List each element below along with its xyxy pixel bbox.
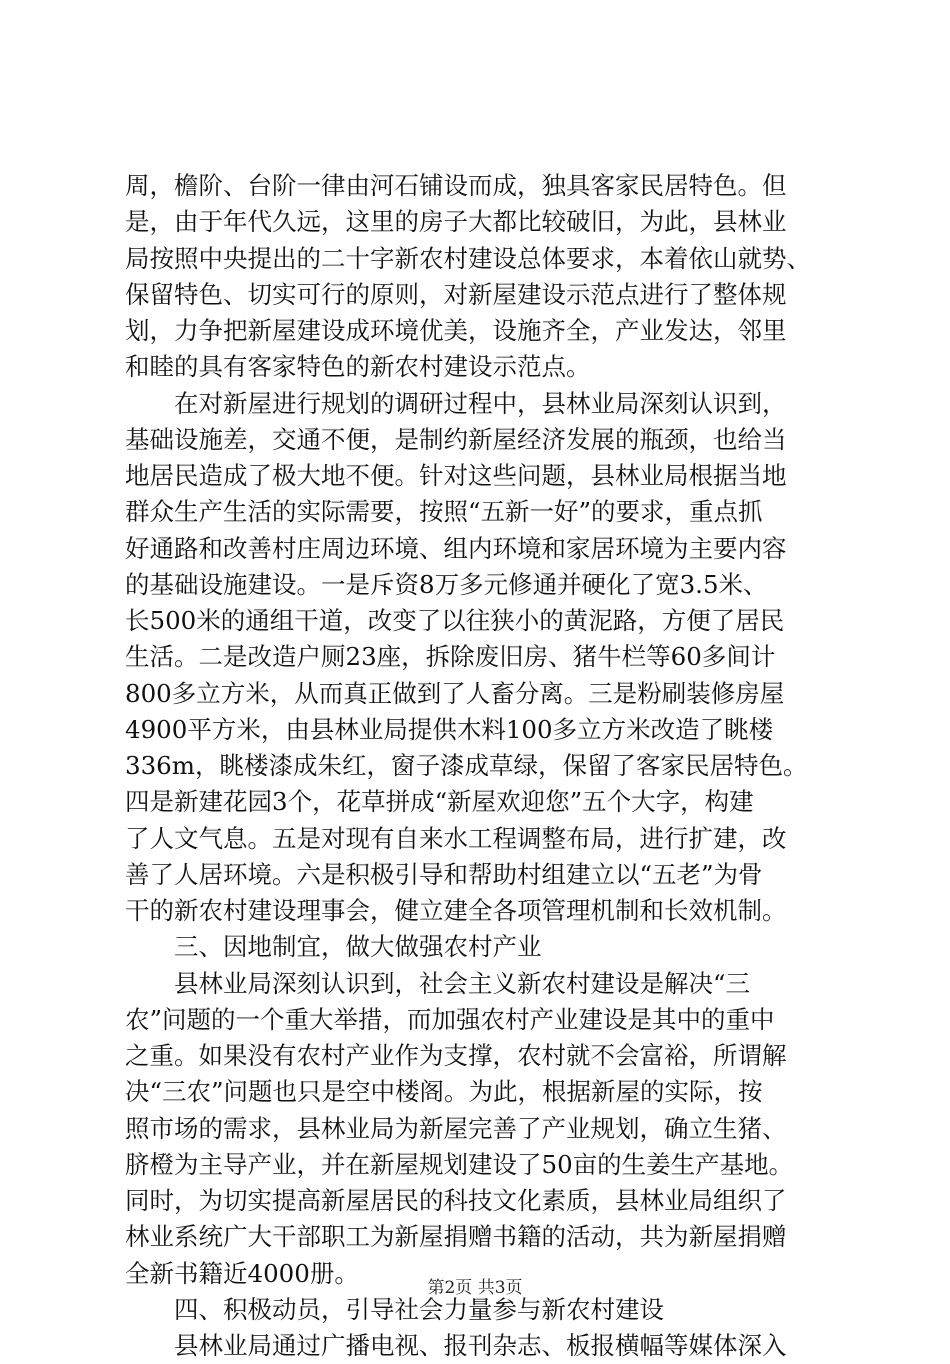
text-line: 4900平方米，由县林业局提供木料100多立方米改造了眺楼 (125, 714, 774, 744)
text-line: 和睦的具有客家特色的新农村建设示范点。 (125, 352, 591, 382)
text-line: 群众生产生活的实际需要，按照“五新一好”的要求，重点抓 (125, 497, 763, 527)
text-line: 脐橙为主导产业，并在新屋规划建设了50亩的生姜生产基地。 (125, 1149, 794, 1179)
text-line: 决“三农”问题也只是空中楼阁。为此，根据新屋的实际，按 (125, 1077, 763, 1107)
text-line: 基础设施差，交通不便，是制约新屋经济发展的瓶颈，也给当 (125, 424, 787, 454)
text-line: 保留特色、切实可行的原则，对新屋建设示范点进行了整体规 (125, 279, 787, 309)
text-line: 林业系统广大干部职工为新屋捐赠书籍的活动，共为新屋捐赠 (125, 1222, 787, 1252)
text-line: 生活。二是改造户厕23座，拆除废旧房、猪牛栏等60多间计 (125, 642, 776, 672)
text-line: 336m，眺楼漆成朱红，窗子漆成草绿，保留了客家民居特色。 (125, 751, 808, 780)
text-line: 划，力争把新屋建设成环境优美，设施齐全，产业发达，邻里 (125, 316, 787, 345)
text-line: 三、因地制宜，做大做强农村产业 (125, 932, 542, 962)
text-line: 县林业局通过广播电视、报刊杂志、板报横幅等媒体深入 (125, 1331, 787, 1360)
text-line: 干的新农村建设理事会，健立建全各项管理机制和长效机制。 (125, 896, 787, 925)
text-line: 是，由于年代久远，这里的房子大都比较破旧，为此，县林业 (125, 207, 787, 237)
text-line: 局按照中央提出的二十字新农村建设总体要求，本着依山就势、 (125, 243, 811, 273)
text-line: 照市场的需求，县林业局为新屋完善了产业规划，确立生猪、 (125, 1113, 787, 1143)
text-line: 的基础设施建设。一是斥资8万多元修通并硬化了宽3.5米、 (125, 569, 768, 599)
text-line: 了人文气息。五是对现有自来水工程调整布局，进行扩建，改 (125, 823, 787, 853)
text-line: 好通路和改善村庄周边环境、组内环境和家居环境为主要内容 (125, 533, 787, 563)
text-line: 之重。如果没有农村产业作为支撑，农村就不会富裕，所谓解 (125, 1041, 787, 1070)
text-line: 长500米的通组干道，改变了以往狭小的黄泥路，方便了居民 (125, 606, 785, 635)
text-line: 地居民造成了极大地不便。针对这些问题，县林业局根据当地 (125, 461, 787, 490)
text-line: 县林业局深刻认识到，社会主义新农村建设是解决“三 (125, 968, 751, 998)
text-line: 农”问题的一个重大举措，而加强农村产业建设是其中的重中 (125, 1004, 775, 1034)
page-footer: 第2页 共3页 (427, 1278, 523, 1298)
text-line: 在对新屋进行规划的调研过程中，县林业局深刻认识到， (125, 388, 787, 418)
text-line: 四是新建花园3个，花草拼成“新屋欢迎您”五个大字，构建 (125, 787, 754, 817)
text-line: 四、积极动员，引导社会力量参与新农村建设 (125, 1294, 664, 1324)
text-line: 同时，为切实提高新屋居民的科技文化素质，县林业局组织了 (125, 1186, 787, 1215)
document-body (125, 168, 835, 1364)
text-line: 周，檐阶、台阶一律由河石铺设而成，独具客家民居特色。但 (125, 171, 787, 200)
text-line: 善了人居环境。六是积极引导和帮助村组建立以“五老”为骨 (125, 859, 763, 889)
text-line: 全新书籍近4000册。 (125, 1258, 359, 1288)
text-line: 800多立方米，从而真正做到了人畜分离。三是粉刷装修房屋 (125, 678, 785, 708)
